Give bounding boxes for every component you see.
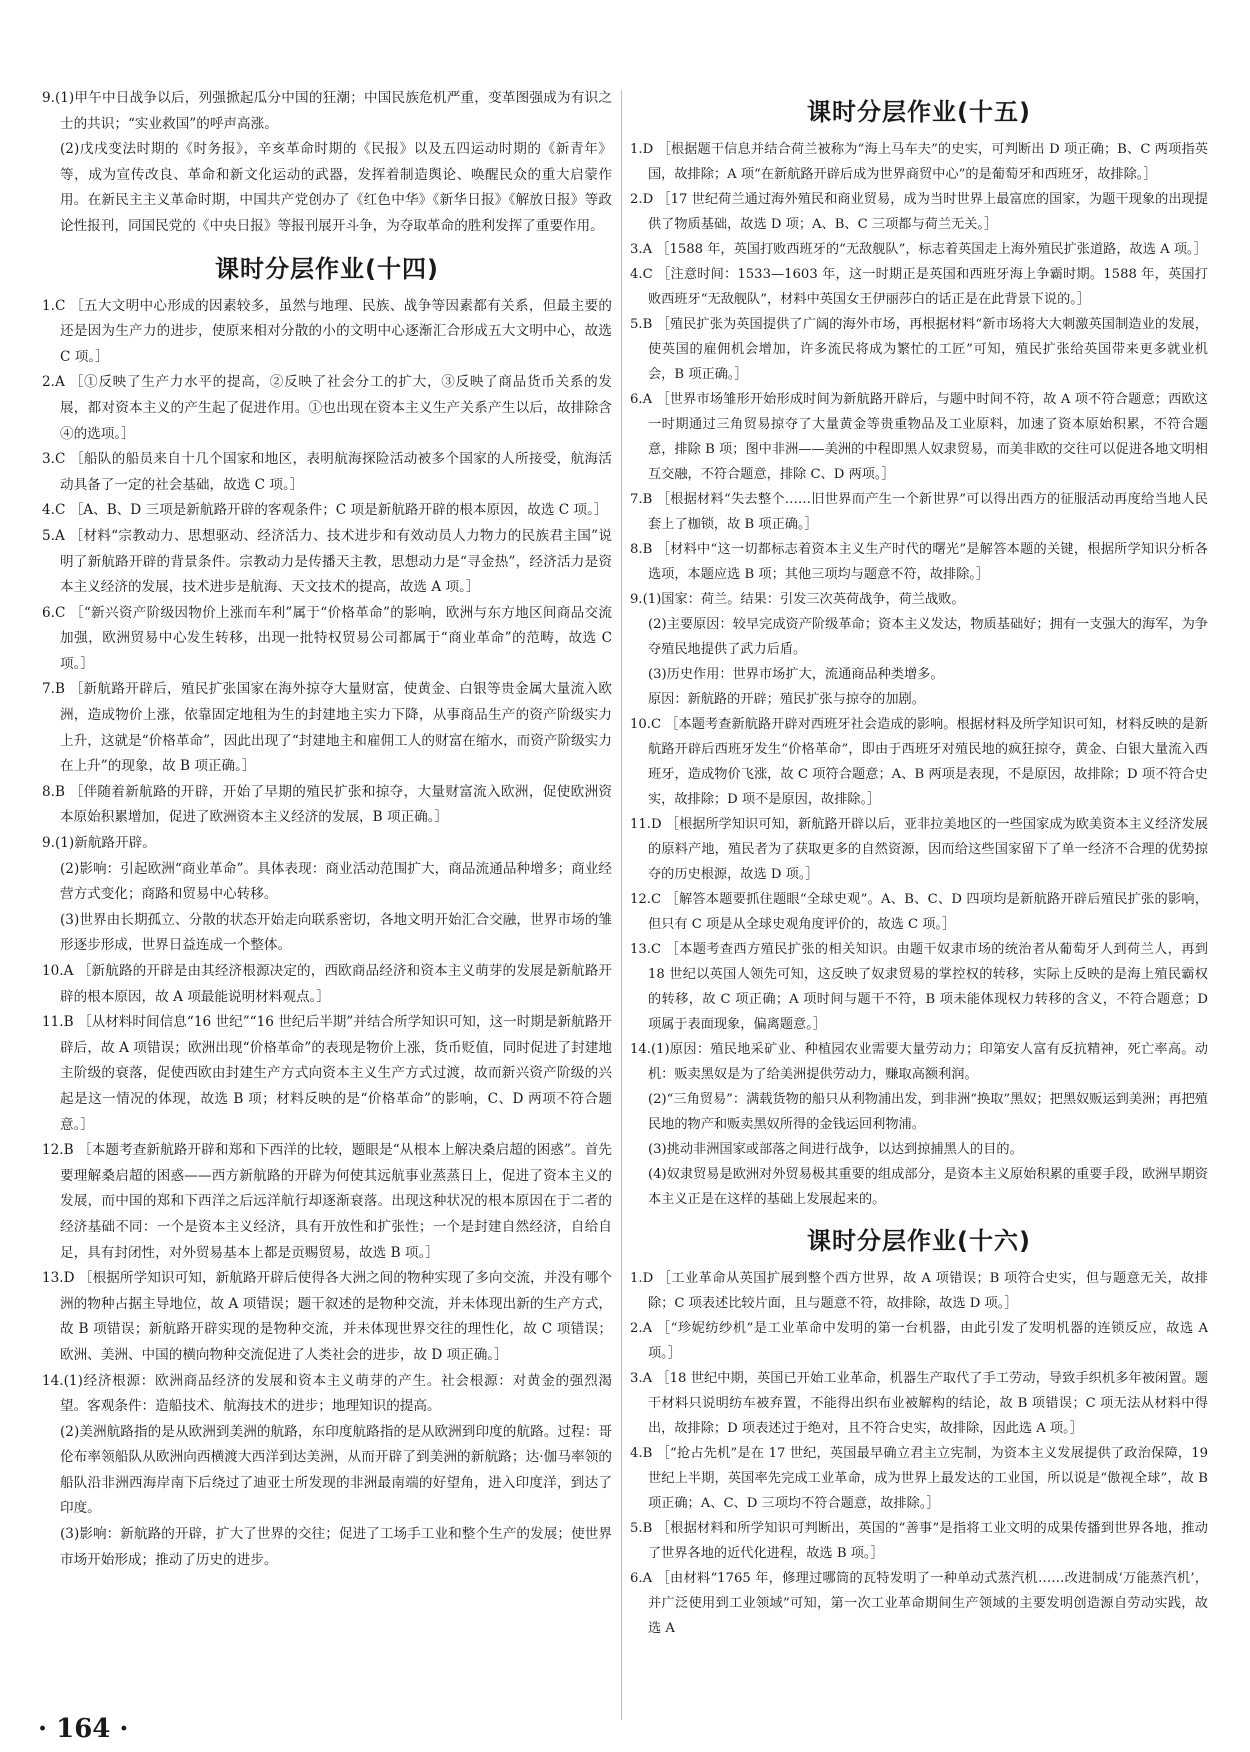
answer-item: 3.C ［船队的船员来自十几个国家和地区，表明航海探险活动被多个国家的人所接受，航海活动具备了一定的社会基础，故选 C 项。］: [42, 451, 612, 493]
column-divider: [621, 90, 622, 1720]
answer-item: 8.B ［材料中“这一切都标志着资本主义生产时代的曙光”是解答本题的关键，根据所学知识分析各选项，本题应选 B 项；其他三项均与题意不符，故排除。］: [630, 542, 1208, 582]
answer-item: 4.C ［A、B、D 三项是新航路开辟的客观条件；C 项是新航路开辟的根本原因，故选 C 项。］: [42, 502, 608, 519]
answer-item: 1.D ［工业革命从英国扩展到整个西方世界，故 A 项错误；B 项符合史实，但与题意无关，故排除；C 项表述比较片面，且与题意不符，故排除，故选 D 项。］: [630, 1271, 1208, 1311]
answer-item: 14.(1)原因：殖民地采矿业、种植园农业需要大量劳动力；印第安人富有反抗精神，死亡率高。动机：贩卖黑奴是为了给美洲提供劳动力，赚取高额利润。: [630, 1042, 1208, 1082]
page-number: · 164 ·: [38, 1714, 129, 1744]
answer-item: 7.B ［根据材料“失去整个……旧世界而产生一个新世界”可以得出西方的征服活动再度给当地人民套上了枷锁，故 B 项正确。］: [630, 492, 1208, 532]
section-title: 课时分层作业(十六): [807, 1227, 1031, 1255]
answer-item: (2)戊戌变法时期的《时务报》，辛亥革命时期的《民报》以及五四运动时期的《新青年》等，成为宣传改良、革命和新文化运动的武器，发挥着制造舆论、唤醒民众的重大启蒙作用。在新民主主义革命时期，中国共产党创办了《红色中华》《新华日报》《解放日报》等政论性报刊，同国民党的《中央日报》等报刊展开斗争，为夺取革命的胜利发挥了重要作用。: [60, 141, 612, 234]
answer-item: (2)“三角贸易”：满载货物的船只从利物浦出发，到非洲“换取”黑奴；把黑奴贩运到美洲；再把殖民地的物产和贩卖黑奴所得的金钱运回利物浦。: [648, 1092, 1208, 1132]
answer-item: 9.(1)国家：荷兰。结果：引发三次英荷战争，荷兰战败。: [630, 592, 965, 607]
answer-item: 12.B ［本题考查新航路开辟和郑和下西洋的比较，题眼是“从根本上解决桑启超的困惑”。首先要理解桑启超的困惑——西方新航路的开辟为何使其远航事业蒸蒸日上，促进了资本主义的发展，而中国的郑和下西洋之后远洋航行却逐渐衰落。出现这种状况的根本原因在于二者的经济基础不同：一个是资本主义经济，具有开放性和扩张性；一个是封建自然经济，自给自足，具有封闭性，对外贸易基本上都是贡赐贸易，故选 B 项。］: [42, 1142, 612, 1261]
answer-item: 8.B ［伴随着新航路的开辟，开始了早期的殖民扩张和掠夺，大量财富流入欧洲，促使欧洲资本原始积累增加，促进了欧洲资本主义经济的发展，B 项正确。］: [42, 783, 612, 826]
answer-item: 2.D ［17 世纪荷兰通过海外殖民和商业贸易，成为当时世界上最富庶的国家，为题干现象的出现提供了物质基础，故选 D 项；A、B、C 三项都与荷兰无关。］: [630, 192, 1208, 232]
answer-item: 13.C ［本题考查西方殖民扩张的相关知识。由题干奴隶市场的统治者从葡萄牙人到荷兰人，再到 18 世纪以英国人领先可知，这反映了奴隶贸易的掌控权的转移，实际上反映的是海上殖民霸权的转移，故 C 项正确；A 项时间与题干不符，B 项未能体现权力转移的含义，不符合题意；D 项属于表面现象，偏离题意。］: [630, 942, 1208, 1032]
answer-item: 6.A ［由材料“1765 年，修理过哪筒的瓦特发明了一种单动式蒸汽机……改进制成‘万能蒸汽机’，并广泛使用到工业领域”可知，第一次工业革命期间生产领域的主要发明创造源自劳动实践，故选 A: [630, 1571, 1208, 1636]
answer-item: 2.A ［①反映了生产力水平的提高，②反映了社会分工的扩大，③反映了商品货币关系的发展，都对资本主义的产生起了促进作用。①也出现在资本主义生产关系产生以后，故排除含④的选项。］: [42, 374, 612, 442]
section-title: 课时分层作业(十四): [215, 254, 439, 283]
section-16: [630, 1266, 1208, 1641]
answer-item: (3)历史作用：世界市场扩大，流通商品种类增多。: [648, 667, 944, 682]
answer-item: 1.C ［五大文明中心形成的因素较多，虽然与地理、民族、战争等因素都有关系，但最主要的还是因为生产力的进步，使原来相对分散的小的文明中心逐渐汇合形成五大文明中心，故选 C 项。］: [42, 297, 612, 365]
answer-item: 13.D ［根据所学知识可知，新航路开辟后使得各大洲之间的物种实现了多向交流，并没有哪个洲的物种占据主导地位，故 A 项错误；题干叙述的是物种交流，并未体现出新的生产方式，故 B 项错误；新航路开辟实现的是物种交流，并未体现世界交往的理性化，故 C 项错误；欧洲、美洲、中国的横向物种交流促进了人类社会的进步，故 D 项正确。］: [42, 1270, 612, 1363]
answer-item: 3.A ［18 世纪中期，英国已开始工业革命，机器生产取代了手工劳动，导致手织机多年被闲置。题干材料只说明纺车被弃置，不能得出织布业被解构的结论，故 B 项错误；C 项无法从材料中得出，故排除；D 项表述过于绝对，且不符合史实，故排除，因此选 A 项。］: [630, 1371, 1208, 1436]
answer-item: 6.C ［“新兴资产阶级因物价上涨而车利”属于“价格革命”的影响，欧洲与东方地区间商品交流加强，欧洲贸易中心发生转移，出现一批特权贸易公司都属于“商业革命”的范畴，故选 C 项。］: [42, 604, 612, 672]
answer-item: 7.B ［新航路开辟后，殖民扩张国家在海外掠夺大量财富，使黄金、白银等贵金属大量流入欧洲，造成物价上涨，依靠固定地租为生的封建地主实力下降，从事商品生产的资产阶级实力上升，这就是“价格革命”，因此出现了“封建地主和雇佣工人的财富在缩水，而资产阶级实力在上升”的现象，故 B 项正确。］: [42, 681, 612, 775]
answer-item: 11.B ［从材料时间信息“16 世纪”“16 世纪后半期”并结合所学知识可知，这一时期是新航路开辟后，故 A 项错误；欧洲出现“价格革命”的表现是物价上涨，货币贬值，同时促进了封建地主阶级的衰落，促使西欧由封建生产方式向资本主义生产方式过渡，故而新兴资产阶级的兴起是这一情况的体现，故选 B 项；材料反映的是“价格革命”的影响，C、D 两项不符合题意。］: [42, 1014, 612, 1133]
left-column: [42, 86, 612, 1573]
section-14: [42, 294, 612, 1574]
intro-block: [42, 86, 612, 240]
section-15: [630, 137, 1208, 1212]
answer-item: (3)世界由长期孤立、分散的状态开始走向联系密切，各地文明开始汇合交融，世界市场的雏形逐步形成，世界日益连成一个整体。: [60, 911, 612, 954]
answer-item: 3.A ［1588 年，英国打败西班牙的“无敌舰队”，标志着英国走上海外殖民扩张道路，故选 A 项。］: [630, 242, 1207, 257]
answer-item: (2)美洲航路指的是从欧洲到美洲的航路，东印度航路指的是从欧洲到印度的航路。过程：哥伦布率领船队从欧洲向西横渡大西洋到达美洲，从而开辟了到美洲的新航路；达·伽马率领的船队沿非洲西海岸南下后绕过了迪亚士所发现的非洲最南端的好望角，进入印度洋，到达了印度。: [60, 1423, 612, 1517]
answer-item: 9.(1)新航路开辟。: [42, 835, 156, 852]
answer-item: 14.(1)经济根源：欧洲商品经济的发展和资本主义萌芽的产生。社会根源：对黄金的强烈渴望。客观条件：造船技术、航海技术的进步；地理知识的提高。: [42, 1372, 612, 1415]
section-title: 课时分层作业(十五): [807, 98, 1031, 126]
answer-item: 9.(1)甲午中日战争以后，列强掀起瓜分中国的狂潮；中国民族危机严重，变革图强成为有识之士的共识；“实业救国”的呼声高涨。: [42, 90, 612, 132]
answer-item: (2)影响：引起欧洲“商业革命”。具体表现：商业活动范围扩大，商品流通品种增多；商业经营方式变化；商路和贸易中心转移。: [60, 860, 612, 903]
answer-item: 11.D ［根据所学知识可知，新航路开辟以后，亚非拉美地区的一些国家成为欧美资本主义经济发展的原料产地，殖民者为了获取更多的自然资源，因而给这些国家留下了单一经济不合理的优势掠夺的历史根源，故选 D 项。］: [630, 817, 1208, 882]
answer-item: 6.A ［世界市场雏形开始形成时间为新航路开辟后，与题中时间不符，故 A 项不符合题意；西欧这一时期通过三角贸易掠夺了大量黄金等贵重物品及工业原料，加速了资本原始积累，不符合题意，排除 B 项；图中非洲——美洲的中程即黑人奴隶贸易，而美非欧的交往可以促进各地文明相互交融，不符合题意，排除 C、D 两项。］: [630, 392, 1208, 482]
answer-item: (2)主要原因：较早完成资产阶级革命；资本主义发达，物质基础好；拥有一支强大的海军，为争夺殖民地提供了武力后盾。: [648, 617, 1208, 657]
answer-item: 10.C ［本题考查新航路开辟对西班牙社会造成的影响。根据材料及所学知识可知，材料反映的是新航路开辟后西班牙发生“价格革命”，即由于西班牙对殖民地的疯狂掠夺，黄金、白银大量流入西班牙，造成物价飞涨，故 C 项符合题意；A、B 两项是表现，不是原因，故排除；D 项不符合史实，故排除；D 项不是原因，故排除。］: [630, 717, 1208, 807]
answer-item: 5.B ［根据材料和所学知识可判断出，英国的“善事”是指将工业文明的成果传播到世界各地，推动了世界各地的近代化进程，故选 B 项。］: [630, 1521, 1208, 1561]
answer-item: (3)影响：新航路的开辟，扩大了世界的交往；促进了工场手工业和整个生产的发展；使世界市场开始形成；推动了历史的进步。: [60, 1526, 612, 1568]
answer-item: 1.D ［根据题干信息并结合荷兰被称为“海上马车夫”的史实，可判断出 D 项正确；B、C 两项指英国，故排除；A 项“在新航路开辟后成为世界商贸中心”的是葡萄牙和西班牙，故排除。］: [630, 142, 1208, 182]
right-column: [630, 92, 1208, 1641]
answer-item: (3)挑动非洲国家或部落之间进行战争，以达到掠捕黑人的目的。: [648, 1142, 1023, 1157]
answer-item: 12.C ［解答本题要抓住题眼“全球史观”。A、B、C、D 四项均是新航路开辟后殖民扩张的影响，但只有 C 项是从全球史观角度评价的，故选 C 项。］: [630, 892, 1208, 932]
answer-item: 5.B ［殖民扩张为英国提供了广阔的海外市场，再根据材料“新市场将大大刺激英国制造业的发展，使英国的雇佣机会增加，许多流民将成为繁忙的工匠”可知，殖民扩张给英国带来更多就业机会，B 项正确。］: [630, 317, 1208, 382]
answer-item: 原因：新航路的开辟；殖民扩张与掠夺的加剧。: [648, 692, 925, 707]
answer-item: 2.A ［“珍妮纺纱机”是工业革命中发明的第一台机器，由此引发了发明机器的连锁反应，故选 A 项。］: [630, 1321, 1208, 1361]
answer-item: (4)奴隶贸易是欧洲对外贸易极其重要的组成部分，是资本主义原始积累的重要手段，欧洲早期资本主义正是在这样的基础上发展起来的。: [648, 1167, 1208, 1207]
answer-item: 5.A ［材料“宗教动力、思想驱动、经济活力、技术进步和有效动员人力物力的民族君主国”说明了新航路开辟的背景条件。宗教动力是传播天主教，思想动力是“寻金热”，经济活力是资本主义经济的发展，技术进步是航海、天文技术的提高，故选 A 项。］: [42, 527, 612, 596]
answer-item: 4.C ［注意时间：1533—1603 年，这一时期正是英国和西班牙海上争霸时期。1588 年，英国打败西班牙“无敌舰队”，材料中英国女王伊丽莎白的话正是在此背景下说的。］: [630, 267, 1208, 307]
answer-item: 10.A ［新航路的开辟是由其经济根源决定的，西欧商品经济和资本主义萌芽的发展是新航路开辟的根本原因，故 A 项最能说明材料观点。］: [42, 963, 612, 1005]
answer-item: 4.B ［“抢占先机”是在 17 世纪，英国最早确立君主立宪制，为资本主义发展提供了政治保障，19 世纪上半期，英国率先完成工业革命，成为世界上最发达的工业国，所以说是“傲视全球”，故 B 项正确；A、C、D 三项均不符合题意，故排除。］: [630, 1446, 1208, 1511]
